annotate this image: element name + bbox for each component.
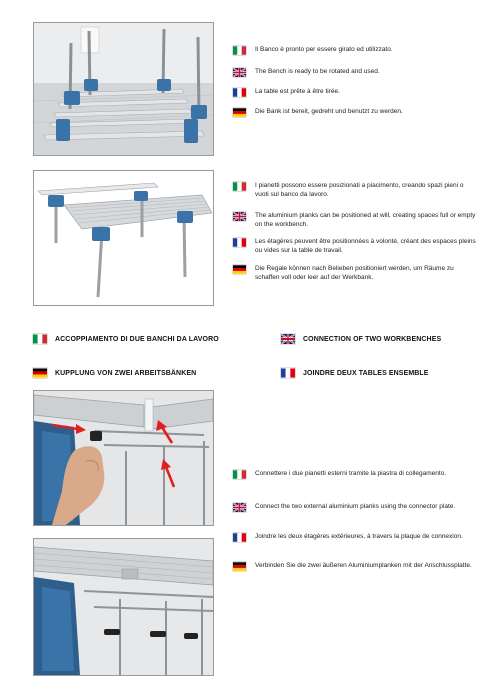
heading-english (281, 334, 441, 344)
uk-flag-icon (233, 212, 246, 221)
caption-row (233, 562, 478, 571)
italy-flag-icon (33, 334, 47, 344)
heading-text: ACCOPPIAMENTO DI DUE BANCHI DA LAVORO (55, 335, 219, 343)
caption-text: Joindre les deux étagères extérieures, à travers la plaque de connexion. (255, 533, 463, 540)
france-flag-icon (233, 238, 246, 247)
caption-text: Die Bank ist bereit, gedreht und benutzt zu werden. (255, 108, 403, 115)
uk-flag-icon (281, 334, 295, 344)
heading-text: JOINDRE DEUX TABLES ENSEMBLE (303, 369, 429, 377)
heading-italian (33, 334, 219, 344)
photo-bench-planks (33, 170, 214, 306)
photo-bench-ready (33, 22, 214, 156)
germany-flag-icon (233, 108, 246, 117)
caption-row (233, 470, 478, 479)
caption-row (233, 46, 478, 55)
heading-text: KUPPLUNG VON ZWEI ARBEITSBÄNKEN (55, 369, 197, 377)
photo-connected (33, 538, 214, 676)
uk-flag-icon (233, 503, 246, 512)
caption-text: Il Banco è pronto per essere girato ed utilizzato. (255, 46, 393, 53)
caption-text: Die Regale können nach Belieben positioniert werden, um Räume zu schaffen voll oder leer auf der Werkbank. (255, 265, 454, 281)
germany-flag-icon (33, 368, 47, 378)
caption-row (233, 108, 478, 117)
caption-text: I pianetti possono essere posizionati a piacimento, creando spazi pieni o vuoti sul banco da lavoro. (255, 182, 464, 198)
caption-row (233, 238, 478, 256)
caption-row (233, 503, 478, 512)
italy-flag-icon (233, 182, 246, 191)
photo-connect-hand (33, 390, 214, 526)
caption-row (233, 212, 478, 230)
caption-row (233, 533, 478, 542)
france-flag-icon (233, 533, 246, 542)
caption-row (233, 88, 478, 97)
caption-text: La table est prête à être tirée. (255, 88, 340, 95)
germany-flag-icon (233, 265, 246, 274)
heading-text: CONNECTION OF TWO WORKBENCHES (303, 335, 442, 343)
uk-flag-icon (233, 68, 246, 77)
caption-row (233, 68, 478, 77)
france-flag-icon (281, 368, 295, 378)
caption-text: Connettere i due pianetti esterni tramite la piastra di collegamento. (255, 470, 447, 477)
caption-text: Connect the two external aluminium planks using the connector plate. (255, 503, 456, 510)
heading-german (33, 368, 196, 378)
caption-row (233, 182, 478, 200)
france-flag-icon (233, 88, 246, 97)
caption-text: Les étagères peuvent être positionnées à volonté, créant des espaces pleins ou vides sur la table de travail. (255, 238, 476, 254)
caption-row (233, 265, 478, 283)
caption-text: Verbinden Sie die zwei äußeren Aluminiumplanken mit der Anschlussplatte. (255, 562, 472, 569)
caption-text: The aluminium planks can be positioned at will, creating spaces full or empty on the workbench. (255, 212, 476, 228)
italy-flag-icon (233, 46, 246, 55)
caption-text: The Bench is ready to be rotated and used. (255, 68, 380, 75)
germany-flag-icon (233, 562, 246, 571)
italy-flag-icon (233, 470, 246, 479)
heading-french (281, 368, 429, 378)
